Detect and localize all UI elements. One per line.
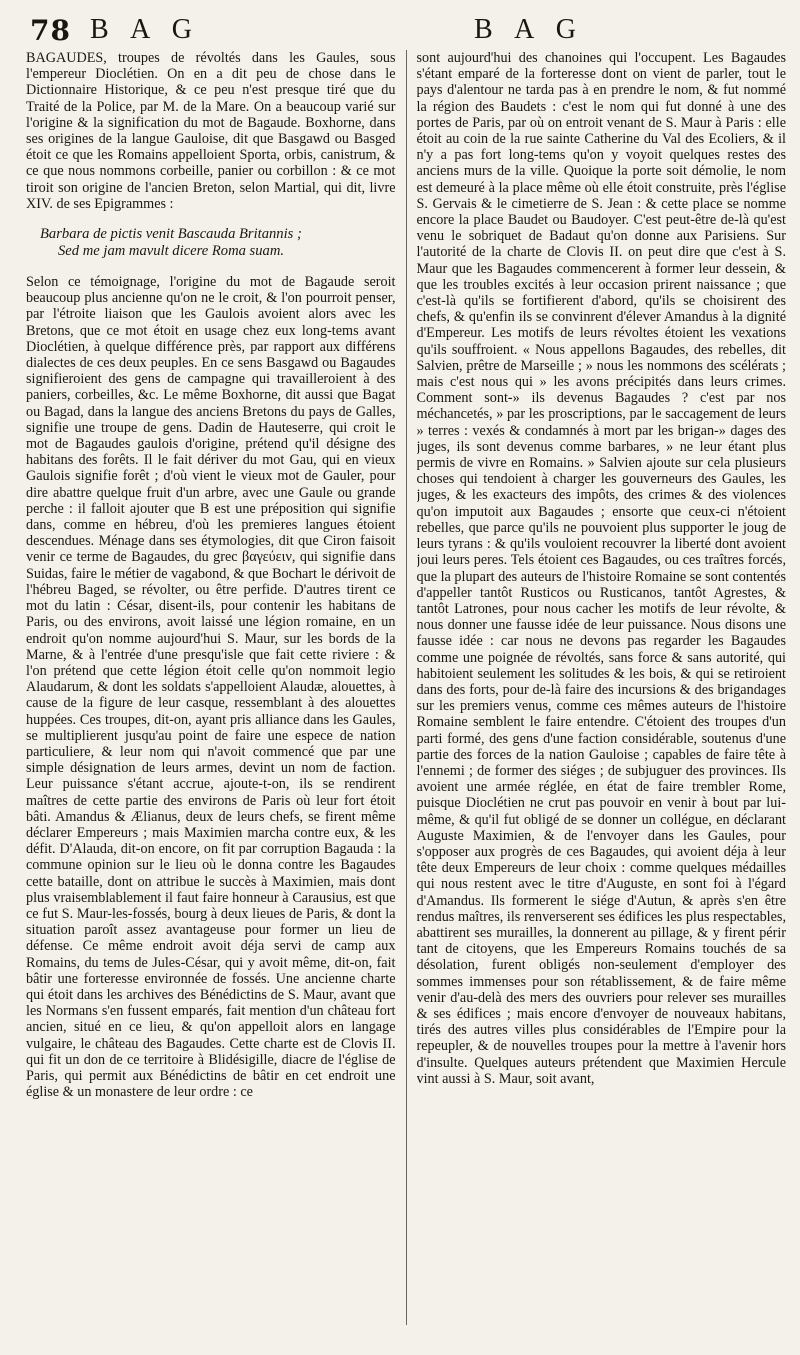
page-header [26,10,786,47]
column-divider [406,50,407,1325]
entry-paragraph-2: Selon ce témoignage, l'origine du mot de Bagaude seroit beaucoup plus ancienne qu'on ne le croit, & l'on pourroit penser, par l'étroite liaison que les Gaulois avoient alors avec les Bretons, que ce mot étoit en usage chez eux long-tems avant Dioclétien, à quelque différence près, par rapport aux différens dialectes de ces deux peuples. En ce sens Basgawd ou Bagaudes signifieroient des gens de campagne qui travailleroient à des paniers, corbeilles, &c. Le même Boxhorne, dit aussi que Bagat ou Bagad, dans la langue des anciens Bretons du pays de Galles, signifie une troupe de gens. Dadin de Hauteserre, qui croit le mot de Bagaudes gaulois d'origine, prétend qu'il désigne des habitans des forêts. Il le fait dériver du mot Gau, qui en vieux Gaulois signifie forêt ; d'où vient le vieux mot de Gauler, pour dire abattre quelque fruit d'un arbre, avec une Gaule ou grande perche : il falloit ajouter que B est une préposition qui signifie dans, comme en hébreu, d'où les premieres langues étoient descendues. Ménage dans ses étymologies, dit que Ciron faisoit venir ce terme de Bagaudes, du grec βαγεύειν, qui signifie dans Suidas, faire le métier de vagabond, & que Bochart le dérivoit de l'hébreu Baged, se révolter, ou être perfide. D'autres tirent ce mot du latin : César, disent-ils, pour contenir les habitans de Paris, ou des environs, avoit laissé une légion romaine, en un endroit qu'on nomme aujourd'hui S. Maur, sur les bords de la Marne, & à l'entrée d'une presqu'isle que fait cette riviere : & l'on prétend que cette légion étoit celle qu'on nommoit legio Alaudarum, & dont les soldats s'appelloient Alaudæ, alouettes, à cause de la figure de leur casque, ressemblant à des alouettes huppées. Ces troupes, dit-on, ayant pris alliance dans les Gaules, se multiplierent jusqu'au point de faire une espece de nation particuliere, & leur nom qui n'avoit commencé que par une simple désignation de leurs armes, devint un nom de faction. Leur puissance s'étant accrue, ajoute-t-on, ils se rendirent maîtres de cette partie des environs de Paris où leur fort étoit bâti. Amandus & Ælianus, deux de leurs chefs, se firent même déclarer Empereurs ; mais Maximien marcha contre eux, & les défit. D'Alauda, dit-on encore, on fit par corruption Bagauda : la commune opinion sur le lieu où le donna contre les Bagaudes cette bataille, dont on attribue le succès à Maximien, mais dont plus vraisemblablement il faut faire honneur à Carausius, est que ce fut S. Maur-les-fossés, bourg à deux lieues de Paris, & dont la situation paroît assez avantageuse pour former un lieu de défense. Ce même endroit avoit déja servi de camp aux Romains, du tems de Jules-César, qui y avoit même, dit-on, fait bâtir une forteresse environnée de fossés. Une ancienne charte qui étoit dans les archives des Bénédictins de S. Maur, avant que les Normans s'en fussent emparés, fait mention d'un château fort ancien, situé en ce lieu, & qu'on appelloit alors en langage vulgaire, le château des Bagaudes. Cette charte est de Clovis II. qui fit un don de ce territoire à Blidésigille, diacre de l'église de Paris, qui permit aux Bénédictins de bâtir en cet endroit une église & un monastere de leur ordre : ce [26,274,396,1101]
quote-line-2: Sed me jam mavult dicere Roma suam. [58,243,285,260]
running-head-left: B A G [90,14,201,45]
martial-quote [40,226,396,260]
text-columns [26,50,786,1330]
running-head-right: B A G [474,14,585,45]
left-column [26,50,396,1330]
entry-paragraph-3: sont aujourd'hui des chanoines qui l'occupent. Les Bagaudes s'étant emparé de la forteresse dont on vient de parler, tout le pays d'alentour ne tarda pas à en prendre le nom, & fut nommé la région des Baudets : c'est le nom qui fut donné à une des portes de Paris, par où on entroit venant de S. Maur à Paris : elle étoit au coin de la rue sainte Catherine du Val des Ecoliers, & il n'y a pas fort long-tems qu'on y voyoit quelques restes des anciens murs de la ville. Quoique la porte soit démolie, le nom est demeuré à la place même où elle étoit construite, près l'église S. Gervais & le cimetierre de S. Jean : & cette place se nomme encore la place Baudet ou Baudoyer. C'est peut-être de-là qu'est venu le sobriquet de Badaut qu'on donne aux Parisiens. Sur l'autorité de la charte de Clovis II. on peut dire que c'est à S. Maur que les Bagaudes commencerent à former leur dessein, & que les troubles excités à leur occasion prirent naissance ; que c'est-là qu'ils se fortifierent d'abord, qu'ils se choisirent des chefs, & qu'enfin ils se convinrent d'élever Amandus à la dignité d'Empereur. Les motifs de leurs révoltes étoient les vexations qu'ils souffroient. « Nous appellons Bagaudes, des rebelles, dit Salvien, prêtre de Marseille ; » nous les nommons des scélérats ; mais c'est nous qui » les avons précipités dans leurs crimes. Comment sont-» ils devenus Bagaudes ? c'est par nos méchancetés, » par les proscriptions, par le saccagement de leurs » terres : vexés & condamnés à mort par les brigan-» dages des juges, ils sont devenus comme barbares, » ne leur étant plus permis de vivre en Romains. » Salvien ajoute sur cela plusieurs choses qui tendoient à charger les gouverneurs des Gaules, les juges, & les exacteurs des impôts, des crimes & des violences qu'on imputoit aux Bagaudes ; ensorte que ceux-ci n'étoient rebelles, que parce qu'ils ne pouvoient plus supporter le joug de leurs tyrans : & qu'ils vouloient recouvrer la liberté dont avoient joui leurs peres. Tels étoient ces Bagaudes, ou ces traîtres forcés, que la plupart des auteurs de l'histoire Romaine se sont contentés d'appeller tantôt Rusticos ou Rusticanos, tantôt Agrestes, & tantôt Latrones, pour nous cacher les motifs de leur révolte, & nous donner une fausse idée de leur puissance. Nous disons une fausse idée : car nous ne devons pas regarder les Bagaudes comme une poignée de révoltés, sans force & sans autorité, qui habitoient seulement les solitudes & les bois, & qui se retiroient dans des forts, pour de-là faire des incursions & des brigandages sur les premiers venus, comme ces mêmes auteurs de l'histoire Romaine semblent le faire entendre. C'étoient des troupes d'un parti formé, des gens d'une faction considérable, soutenus d'une partie des forces de la nation Gauloise ; capables de faire tête à l'ennemi ; de former des siéges ; de subjuguer des provinces. Ils avoient une armée réglée, en état de faire trembler Rome, puisque Dioclétien ne crut pas pouvoir en venir à bout par lui-même, & qu'il fut obligé de se donner un collégue, en déclarant Auguste Maximien, & de l'envoyer dans les Gaules, pour s'opposer aux progrès de ces Bagaudes, qui avoient déja à leur tête deux Empereurs de leur choix : comme quelques médailles qui nous restent avec le titre d'Auguste, en sont foi à l'égard d'Amandus. Ils formerent le siége d'Autun, & après s'en être rendus maîtres, ils renverserent ses édifices les plus respectables, abattirent ses murailles, la donnerent au pillage, & y firent périr tant de citoyens, que les Empereurs Romains touchés de sa désolation, furent obligés non-seulement d'employer des sommes immenses pour son rétablissement, & de faire même venir d'au-delà des mers des ouvriers pour relever ses murailles & ses édifices ; mais encore d'envoyer de nouveaux habitans, tirés des autres villes plus considérables de l'Empire pour la repeupler, & de nouvelles troupes pour la mettre à l'avenir hors d'insulte. Quelques auteurs prétendent que Maximien Hercule vint aussi à S. Maur, soit avant, [416,50,786,1087]
right-column [417,50,787,1330]
entry-paragraph-1: BAGAUDES, troupes de révoltés dans les Gaules, sous l'empereur Dioclétien. On en a dit peu de chose dans le Dictionnaire Historique, & ce peu n'est presque tiré que du Traité de la Police, par M. de la Mare. On a beaucoup varié sur l'origine & la signification du mot de Bagaude. Boxhorne, dans ses origines de la langue Gauloise, dit que Basgawd ou Basged étoit ce que les Romains appelloient Sporta, orbis, canistrum, & ce que nous nommons corbeille, panier ou corbillon : & ce mot tiroit son origine de l'ancien Breton, selon Martial, qui dit, livre XIV. de ses Epigrammes : [26,50,396,212]
quote-line-1: Barbara de pictis venit Bascauda Britannis ; [40,226,302,243]
page-number: 78 [30,14,71,47]
